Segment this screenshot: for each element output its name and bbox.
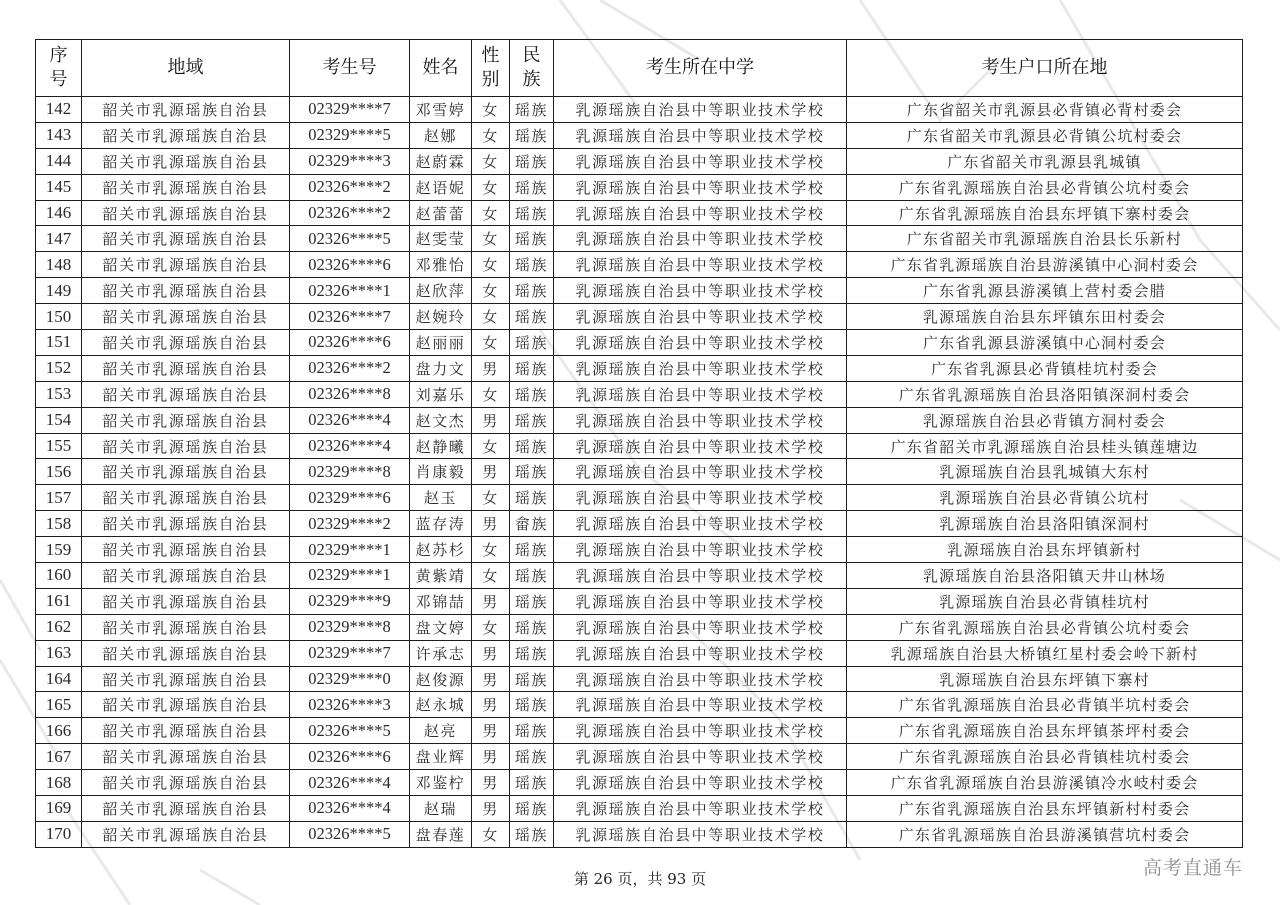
cell-exam-no: 02329****0 xyxy=(290,666,410,692)
cell-ethnicity: 瑶族 xyxy=(510,744,554,770)
cell-hukou: 广东省乳源瑶族自治县游溪镇中心洞村委会 xyxy=(847,252,1243,278)
cell-exam-no: 02326****5 xyxy=(290,718,410,744)
cell-hukou: 乳源瑶族自治县必背镇方洞村委会 xyxy=(847,407,1243,433)
header-ethnicity-line2: 族 xyxy=(522,69,541,90)
cell-gender: 男 xyxy=(472,355,510,381)
cell-region: 韶关市乳源瑶族自治县 xyxy=(82,770,290,796)
cell-exam-no: 02326****3 xyxy=(290,692,410,718)
table-row xyxy=(36,588,1243,614)
cell-gender: 男 xyxy=(472,640,510,666)
cell-hukou: 乳源瑶族自治县东坪镇下寨村 xyxy=(847,666,1243,692)
cell-exam-no: 02329****9 xyxy=(290,588,410,614)
cell-region: 韶关市乳源瑶族自治县 xyxy=(82,200,290,226)
cell-hukou: 乳源瑶族自治县洛阳镇天井山林场 xyxy=(847,563,1243,589)
cell-gender: 女 xyxy=(472,304,510,330)
cell-name: 赵娜 xyxy=(410,122,472,148)
cell-exam-no: 02326****4 xyxy=(290,770,410,796)
table-row xyxy=(36,744,1243,770)
cell-seq: 155 xyxy=(36,433,82,459)
cell-ethnicity: 瑶族 xyxy=(510,304,554,330)
cell-ethnicity: 瑶族 xyxy=(510,226,554,252)
cell-exam-no: 02326****4 xyxy=(290,433,410,459)
header-name: 姓名 xyxy=(410,40,472,97)
cell-ethnicity: 瑶族 xyxy=(510,148,554,174)
cell-school: 乳源瑶族自治县中等职业技术学校 xyxy=(554,821,847,847)
cell-school: 乳源瑶族自治县中等职业技术学校 xyxy=(554,355,847,381)
cell-region: 韶关市乳源瑶族自治县 xyxy=(82,148,290,174)
cell-gender: 女 xyxy=(472,200,510,226)
cell-ethnicity: 瑶族 xyxy=(510,640,554,666)
cell-exam-no: 02326****6 xyxy=(290,744,410,770)
cell-exam-no: 02329****1 xyxy=(290,537,410,563)
cell-name: 邓鉴柠 xyxy=(410,770,472,796)
cell-hukou: 广东省乳源瑶族自治县东坪镇茶坪村委会 xyxy=(847,718,1243,744)
table-row xyxy=(36,614,1243,640)
cell-name: 邓雪婷 xyxy=(410,97,472,123)
cell-gender: 男 xyxy=(472,770,510,796)
header-hukou: 考生户口所在地 xyxy=(847,40,1243,97)
cell-hukou: 广东省乳源瑶族自治县游溪镇冷水岐村委会 xyxy=(847,770,1243,796)
cell-exam-no: 02329****7 xyxy=(290,640,410,666)
cell-school: 乳源瑶族自治县中等职业技术学校 xyxy=(554,563,847,589)
header-school: 考生所在中学 xyxy=(554,40,847,97)
cell-school: 乳源瑶族自治县中等职业技术学校 xyxy=(554,796,847,822)
cell-name: 赵玉 xyxy=(410,485,472,511)
cell-gender: 女 xyxy=(472,226,510,252)
cell-seq: 168 xyxy=(36,770,82,796)
cell-school: 乳源瑶族自治县中等职业技术学校 xyxy=(554,614,847,640)
header-ethnicity xyxy=(510,40,554,97)
cell-gender: 女 xyxy=(472,330,510,356)
table-row xyxy=(36,511,1243,537)
cell-school: 乳源瑶族自治县中等职业技术学校 xyxy=(554,226,847,252)
table-body xyxy=(36,97,1243,848)
cell-exam-no: 02326****6 xyxy=(290,330,410,356)
cell-name: 赵蕾蕾 xyxy=(410,200,472,226)
table-row xyxy=(36,718,1243,744)
table-row xyxy=(36,355,1243,381)
cell-seq: 156 xyxy=(36,459,82,485)
cell-gender: 男 xyxy=(472,666,510,692)
cell-hukou: 广东省乳源瑶族自治县洛阳镇深洞村委会 xyxy=(847,381,1243,407)
cell-hukou: 广东省韶关市乳源县必背镇必背村委会 xyxy=(847,97,1243,123)
table-row xyxy=(36,459,1243,485)
cell-school: 乳源瑶族自治县中等职业技术学校 xyxy=(554,330,847,356)
cell-ethnicity: 瑶族 xyxy=(510,718,554,744)
cell-seq: 142 xyxy=(36,97,82,123)
cell-name: 盘力文 xyxy=(410,355,472,381)
cell-region: 韶关市乳源瑶族自治县 xyxy=(82,588,290,614)
cell-seq: 169 xyxy=(36,796,82,822)
cell-region: 韶关市乳源瑶族自治县 xyxy=(82,796,290,822)
cell-ethnicity: 瑶族 xyxy=(510,97,554,123)
cell-school: 乳源瑶族自治县中等职业技术学校 xyxy=(554,485,847,511)
cell-exam-no: 02329****5 xyxy=(290,122,410,148)
cell-seq: 164 xyxy=(36,666,82,692)
cell-ethnicity: 瑶族 xyxy=(510,563,554,589)
cell-school: 乳源瑶族自治县中等职业技术学校 xyxy=(554,459,847,485)
cell-name: 赵俊源 xyxy=(410,666,472,692)
cell-school: 乳源瑶族自治县中等职业技术学校 xyxy=(554,174,847,200)
table-row xyxy=(36,537,1243,563)
cell-name: 赵丽丽 xyxy=(410,330,472,356)
table-row xyxy=(36,407,1243,433)
cell-exam-no: 02329****2 xyxy=(290,511,410,537)
cell-region: 韶关市乳源瑶族自治县 xyxy=(82,304,290,330)
cell-ethnicity: 瑶族 xyxy=(510,355,554,381)
table-row xyxy=(36,97,1243,123)
cell-name: 赵永城 xyxy=(410,692,472,718)
cell-ethnicity: 瑶族 xyxy=(510,796,554,822)
cell-seq: 165 xyxy=(36,692,82,718)
cell-school: 乳源瑶族自治县中等职业技术学校 xyxy=(554,200,847,226)
cell-gender: 女 xyxy=(472,614,510,640)
candidate-roster-table xyxy=(35,39,1243,848)
cell-exam-no: 02329****1 xyxy=(290,563,410,589)
table-row xyxy=(36,226,1243,252)
cell-ethnicity: 瑶族 xyxy=(510,459,554,485)
cell-seq: 162 xyxy=(36,614,82,640)
cell-name: 赵语妮 xyxy=(410,174,472,200)
cell-gender: 女 xyxy=(472,252,510,278)
table-row xyxy=(36,821,1243,847)
header-region: 地域 xyxy=(82,40,290,97)
cell-region: 韶关市乳源瑶族自治县 xyxy=(82,692,290,718)
cell-gender: 男 xyxy=(472,796,510,822)
cell-name: 赵蔚霖 xyxy=(410,148,472,174)
cell-region: 韶关市乳源瑶族自治县 xyxy=(82,537,290,563)
cell-hukou: 广东省韶关市乳源瑶族自治县桂头镇莲塘边 xyxy=(847,433,1243,459)
cell-hukou: 广东省乳源瑶族自治县必背镇半坑村委会 xyxy=(847,692,1243,718)
cell-ethnicity: 瑶族 xyxy=(510,174,554,200)
cell-gender: 女 xyxy=(472,537,510,563)
cell-region: 韶关市乳源瑶族自治县 xyxy=(82,433,290,459)
cell-gender: 女 xyxy=(472,97,510,123)
cell-region: 韶关市乳源瑶族自治县 xyxy=(82,97,290,123)
cell-name: 赵雯莹 xyxy=(410,226,472,252)
cell-exam-no: 02326****1 xyxy=(290,278,410,304)
table-row xyxy=(36,666,1243,692)
header-gender xyxy=(472,40,510,97)
cell-school: 乳源瑶族自治县中等职业技术学校 xyxy=(554,666,847,692)
cell-school: 乳源瑶族自治县中等职业技术学校 xyxy=(554,381,847,407)
cell-name: 盘文婷 xyxy=(410,614,472,640)
cell-name: 肖康毅 xyxy=(410,459,472,485)
cell-gender: 女 xyxy=(472,821,510,847)
cell-seq: 152 xyxy=(36,355,82,381)
cell-name: 赵文杰 xyxy=(410,407,472,433)
cell-hukou: 广东省乳源瑶族自治县东坪镇新村村委会 xyxy=(847,796,1243,822)
cell-school: 乳源瑶族自治县中等职业技术学校 xyxy=(554,588,847,614)
cell-ethnicity: 瑶族 xyxy=(510,278,554,304)
header-gender-line2: 别 xyxy=(481,69,500,90)
cell-seq: 161 xyxy=(36,588,82,614)
cell-exam-no: 02326****5 xyxy=(290,226,410,252)
table-row xyxy=(36,278,1243,304)
cell-ethnicity: 瑶族 xyxy=(510,485,554,511)
cell-hukou: 乳源瑶族自治县东坪镇东田村委会 xyxy=(847,304,1243,330)
cell-school: 乳源瑶族自治县中等职业技术学校 xyxy=(554,537,847,563)
table-row xyxy=(36,485,1243,511)
cell-school: 乳源瑶族自治县中等职业技术学校 xyxy=(554,433,847,459)
table-row xyxy=(36,381,1243,407)
cell-seq: 163 xyxy=(36,640,82,666)
cell-name: 许承志 xyxy=(410,640,472,666)
cell-region: 韶关市乳源瑶族自治县 xyxy=(82,252,290,278)
cell-gender: 女 xyxy=(472,381,510,407)
cell-hukou: 广东省乳源县游溪镇上营村委会腊 xyxy=(847,278,1243,304)
cell-gender: 女 xyxy=(472,122,510,148)
table-row xyxy=(36,770,1243,796)
cell-gender: 男 xyxy=(472,407,510,433)
cell-exam-no: 02326****2 xyxy=(290,200,410,226)
cell-exam-no: 02329****8 xyxy=(290,614,410,640)
table-row xyxy=(36,692,1243,718)
cell-name: 刘嘉乐 xyxy=(410,381,472,407)
cell-name: 邓锦喆 xyxy=(410,588,472,614)
cell-ethnicity: 瑶族 xyxy=(510,407,554,433)
cell-name: 赵亮 xyxy=(410,718,472,744)
page-number-label: 第 26 页，共 93 页 xyxy=(573,870,707,888)
cell-seq: 150 xyxy=(36,304,82,330)
table-row xyxy=(36,796,1243,822)
cell-gender: 女 xyxy=(472,485,510,511)
cell-exam-no: 02329****3 xyxy=(290,148,410,174)
cell-name: 赵瑞 xyxy=(410,796,472,822)
cell-hukou: 广东省乳源县游溪镇中心洞村委会 xyxy=(847,330,1243,356)
cell-region: 韶关市乳源瑶族自治县 xyxy=(82,330,290,356)
cell-ethnicity: 瑶族 xyxy=(510,433,554,459)
table-row xyxy=(36,122,1243,148)
cell-region: 韶关市乳源瑶族自治县 xyxy=(82,226,290,252)
cell-region: 韶关市乳源瑶族自治县 xyxy=(82,511,290,537)
cell-region: 韶关市乳源瑶族自治县 xyxy=(82,459,290,485)
cell-school: 乳源瑶族自治县中等职业技术学校 xyxy=(554,407,847,433)
cell-school: 乳源瑶族自治县中等职业技术学校 xyxy=(554,122,847,148)
cell-gender: 男 xyxy=(472,459,510,485)
table-header-row xyxy=(36,40,1243,97)
cell-seq: 147 xyxy=(36,226,82,252)
cell-exam-no: 02329****6 xyxy=(290,485,410,511)
cell-seq: 151 xyxy=(36,330,82,356)
header-seq xyxy=(36,40,82,97)
header-gender-line1: 性 xyxy=(481,45,500,66)
cell-exam-no: 02326****5 xyxy=(290,821,410,847)
cell-hukou: 广东省乳源瑶族自治县东坪镇下寨村委会 xyxy=(847,200,1243,226)
cell-gender: 男 xyxy=(472,718,510,744)
cell-region: 韶关市乳源瑶族自治县 xyxy=(82,640,290,666)
cell-hukou: 广东省韶关市乳源县必背镇公坑村委会 xyxy=(847,122,1243,148)
cell-ethnicity: 瑶族 xyxy=(510,537,554,563)
cell-gender: 女 xyxy=(472,278,510,304)
cell-region: 韶关市乳源瑶族自治县 xyxy=(82,744,290,770)
table-row xyxy=(36,148,1243,174)
cell-ethnicity: 瑶族 xyxy=(510,122,554,148)
cell-gender: 女 xyxy=(472,563,510,589)
cell-gender: 男 xyxy=(472,588,510,614)
cell-school: 乳源瑶族自治县中等职业技术学校 xyxy=(554,278,847,304)
cell-school: 乳源瑶族自治县中等职业技术学校 xyxy=(554,744,847,770)
table-row xyxy=(36,252,1243,278)
cell-name: 蓝存涛 xyxy=(410,511,472,537)
cell-name: 盘业辉 xyxy=(410,744,472,770)
table-row xyxy=(36,174,1243,200)
cell-seq: 167 xyxy=(36,744,82,770)
cell-gender: 女 xyxy=(472,433,510,459)
cell-ethnicity: 瑶族 xyxy=(510,666,554,692)
cell-ethnicity: 瑶族 xyxy=(510,770,554,796)
cell-exam-no: 02326****2 xyxy=(290,355,410,381)
cell-hukou: 乳源瑶族自治县乳城镇大东村 xyxy=(847,459,1243,485)
cell-school: 乳源瑶族自治县中等职业技术学校 xyxy=(554,97,847,123)
cell-gender: 男 xyxy=(472,511,510,537)
cell-seq: 149 xyxy=(36,278,82,304)
cell-hukou: 乳源瑶族自治县洛阳镇深洞村 xyxy=(847,511,1243,537)
cell-gender: 女 xyxy=(472,148,510,174)
cell-school: 乳源瑶族自治县中等职业技术学校 xyxy=(554,692,847,718)
table-row xyxy=(36,640,1243,666)
cell-seq: 143 xyxy=(36,122,82,148)
cell-school: 乳源瑶族自治县中等职业技术学校 xyxy=(554,770,847,796)
cell-hukou: 乳源瑶族自治县必背镇公坑村 xyxy=(847,485,1243,511)
cell-hukou: 乳源瑶族自治县必背镇桂坑村 xyxy=(847,588,1243,614)
cell-region: 韶关市乳源瑶族自治县 xyxy=(82,485,290,511)
cell-exam-no: 02326****8 xyxy=(290,381,410,407)
cell-exam-no: 02326****4 xyxy=(290,407,410,433)
cell-hukou: 广东省乳源县必背镇桂坑村委会 xyxy=(847,355,1243,381)
cell-ethnicity: 瑶族 xyxy=(510,200,554,226)
cell-seq: 170 xyxy=(36,821,82,847)
cell-school: 乳源瑶族自治县中等职业技术学校 xyxy=(554,252,847,278)
cell-seq: 154 xyxy=(36,407,82,433)
cell-hukou: 乳源瑶族自治县大桥镇红星村委会岭下新村 xyxy=(847,640,1243,666)
cell-hukou: 广东省韶关市乳源瑶族自治县长乐新村 xyxy=(847,226,1243,252)
cell-exam-no: 02329****7 xyxy=(290,97,410,123)
cell-name: 赵静曦 xyxy=(410,433,472,459)
cell-name: 黄紫靖 xyxy=(410,563,472,589)
cell-seq: 144 xyxy=(36,148,82,174)
cell-ethnicity: 瑶族 xyxy=(510,821,554,847)
cell-exam-no: 02329****8 xyxy=(290,459,410,485)
cell-exam-no: 02326****2 xyxy=(290,174,410,200)
cell-region: 韶关市乳源瑶族自治县 xyxy=(82,122,290,148)
header-seq-line1: 序 xyxy=(49,45,68,66)
cell-region: 韶关市乳源瑶族自治县 xyxy=(82,821,290,847)
cell-hukou: 广东省乳源瑶族自治县必背镇桂坑村委会 xyxy=(847,744,1243,770)
cell-gender: 男 xyxy=(472,744,510,770)
cell-seq: 157 xyxy=(36,485,82,511)
cell-region: 韶关市乳源瑶族自治县 xyxy=(82,381,290,407)
cell-seq: 148 xyxy=(36,252,82,278)
header-exam-no: 考生号 xyxy=(290,40,410,97)
cell-name: 赵苏杉 xyxy=(410,537,472,563)
cell-ethnicity: 畲族 xyxy=(510,511,554,537)
cell-ethnicity: 瑶族 xyxy=(510,614,554,640)
table-row xyxy=(36,563,1243,589)
cell-region: 韶关市乳源瑶族自治县 xyxy=(82,666,290,692)
cell-seq: 145 xyxy=(36,174,82,200)
cell-hukou: 广东省乳源瑶族自治县游溪镇营坑村委会 xyxy=(847,821,1243,847)
cell-hukou: 广东省乳源瑶族自治县必背镇公坑村委会 xyxy=(847,174,1243,200)
cell-region: 韶关市乳源瑶族自治县 xyxy=(82,278,290,304)
cell-region: 韶关市乳源瑶族自治县 xyxy=(82,563,290,589)
cell-region: 韶关市乳源瑶族自治县 xyxy=(82,614,290,640)
cell-region: 韶关市乳源瑶族自治县 xyxy=(82,174,290,200)
cell-gender: 女 xyxy=(472,174,510,200)
cell-hukou: 乳源瑶族自治县东坪镇新村 xyxy=(847,537,1243,563)
cell-school: 乳源瑶族自治县中等职业技术学校 xyxy=(554,640,847,666)
cell-seq: 166 xyxy=(36,718,82,744)
cell-school: 乳源瑶族自治县中等职业技术学校 xyxy=(554,148,847,174)
cell-seq: 153 xyxy=(36,381,82,407)
cell-region: 韶关市乳源瑶族自治县 xyxy=(82,718,290,744)
cell-ethnicity: 瑶族 xyxy=(510,330,554,356)
table-row xyxy=(36,304,1243,330)
cell-hukou: 广东省韶关市乳源县乳城镇 xyxy=(847,148,1243,174)
cell-seq: 160 xyxy=(36,563,82,589)
header-ethnicity-line1: 民 xyxy=(522,45,541,66)
cell-exam-no: 02326****7 xyxy=(290,304,410,330)
cell-exam-no: 02326****6 xyxy=(290,252,410,278)
cell-school: 乳源瑶族自治县中等职业技术学校 xyxy=(554,304,847,330)
cell-name: 盘春莲 xyxy=(410,821,472,847)
cell-region: 韶关市乳源瑶族自治县 xyxy=(82,355,290,381)
cell-region: 韶关市乳源瑶族自治县 xyxy=(82,407,290,433)
table-row xyxy=(36,200,1243,226)
header-seq-line2: 号 xyxy=(49,69,68,90)
cell-ethnicity: 瑶族 xyxy=(510,588,554,614)
brand-watermark: 高考直通车 xyxy=(1143,857,1244,879)
cell-school: 乳源瑶族自治县中等职业技术学校 xyxy=(554,718,847,744)
cell-seq: 158 xyxy=(36,511,82,537)
cell-gender: 男 xyxy=(472,692,510,718)
cell-ethnicity: 瑶族 xyxy=(510,252,554,278)
cell-exam-no: 02326****4 xyxy=(290,796,410,822)
cell-name: 邓雅怡 xyxy=(410,252,472,278)
cell-school: 乳源瑶族自治县中等职业技术学校 xyxy=(554,511,847,537)
cell-seq: 159 xyxy=(36,537,82,563)
cell-hukou: 广东省乳源瑶族自治县必背镇公坑村委会 xyxy=(847,614,1243,640)
cell-name: 赵欣萍 xyxy=(410,278,472,304)
table-row xyxy=(36,330,1243,356)
cell-seq: 146 xyxy=(36,200,82,226)
table-row xyxy=(36,433,1243,459)
cell-ethnicity: 瑶族 xyxy=(510,381,554,407)
cell-name: 赵婉玲 xyxy=(410,304,472,330)
cell-ethnicity: 瑶族 xyxy=(510,692,554,718)
page-footer xyxy=(0,868,1280,889)
